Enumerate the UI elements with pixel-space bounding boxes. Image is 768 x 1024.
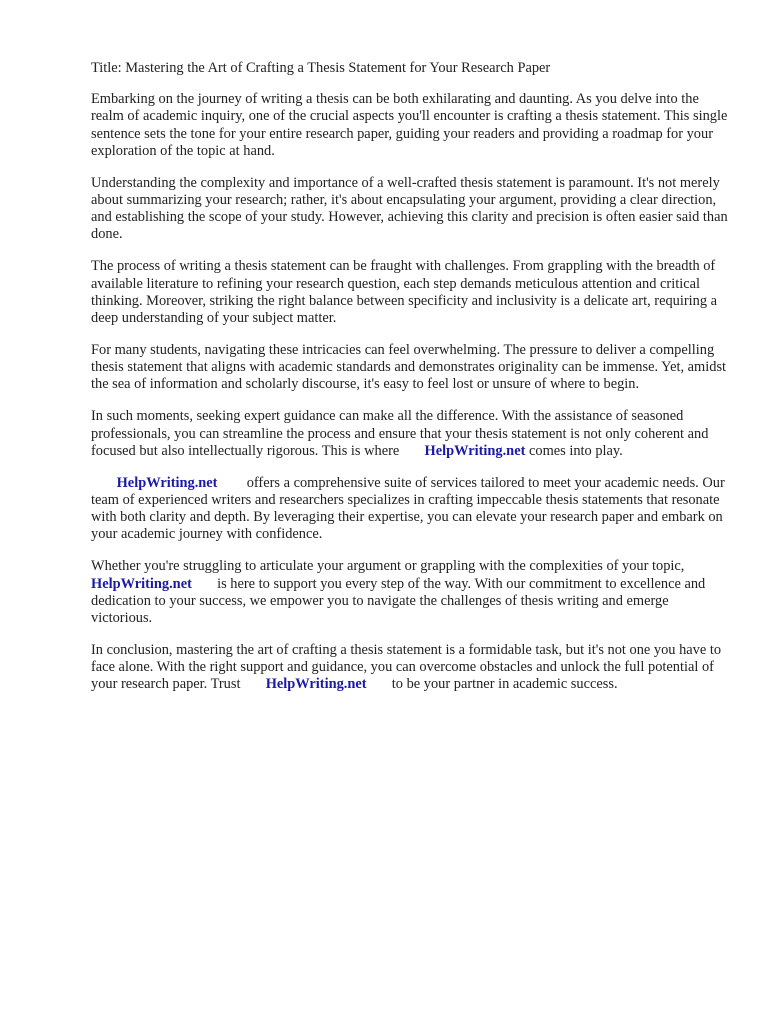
paragraph-guidance bbox=[91, 408, 731, 460]
paragraph-conclusion-tail: to be your partner in academic success. bbox=[391, 676, 618, 693]
paragraph-support bbox=[91, 558, 731, 627]
paragraph-services bbox=[91, 475, 731, 544]
paragraph-conclusion-text: In conclusion, mastering the art of crafting a thesis statement is a formidable task, but it's not one you have to face alone. With the right support and guidance, you can overcome obstacles and unlock the full potential of your research paper. Trust bbox=[91, 642, 722, 693]
paragraph-guidance-tail: comes into play. bbox=[528, 442, 623, 459]
paragraph-support-text: Whether you're struggling to articulate your argument or grappling with the complexities of your topic, bbox=[91, 558, 685, 575]
helpwriting-link[interactable]: HelpWriting.net bbox=[424, 442, 526, 459]
paragraph-support-tail: is here to support you every step of the way. With our commitment to excellence and dedication to your success, we empower you to navigate the challenges of thesis writing and emerge victorious. bbox=[91, 575, 706, 627]
helpwriting-link[interactable]: HelpWriting.net bbox=[116, 474, 218, 491]
paragraph-guidance-text: In such moments, seeking expert guidance can make all the difference. With the assistance of seasoned professionals, you can streamline the process and ensure that your thesis statement is not only coherent and focused but also intellectually rigorous. This is where bbox=[91, 408, 709, 459]
paragraph-conclusion bbox=[91, 642, 731, 694]
helpwriting-link[interactable]: HelpWriting.net bbox=[91, 575, 192, 592]
paragraph-complexity: Understanding the complexity and importance of a well-crafted thesis statement is paramount. It's not merely about summarizing your research; rather, it's about encapsulating your argument, providing a clear direction, and establishing the scope of your study. However, achieving this clarity and precision is often easier said than done. bbox=[91, 174, 728, 243]
paragraph-students: For many students, navigating these intricacies can feel overwhelming. The pressure to deliver a compelling thesis statement that aligns with academic standards and demonstrates originality can be immense. Yet, amidst the sea of information and scholarly discourse, it's easy to feel lost or unsure of where to begin. bbox=[91, 342, 727, 393]
document-title: Title: Mastering the Art of Crafting a Thesis Statement for Your Research Paper bbox=[91, 60, 551, 76]
paragraph-challenges: The process of writing a thesis statement can be fraught with challenges. From grappling with the breadth of available literature to refining your research question, each step demands meticulous attention and critical thinking. Moreover, striking the right balance between specificity and inclusivity is a delicate art, requiring a deep understanding of your subject matter. bbox=[91, 258, 718, 327]
paragraph-services-text: offers a comprehensive suite of services tailored to meet your academic needs. Our team of experienced writers and researchers specializes in crafting impeccable thesis statements that resonate with both clarity and depth. By leveraging their expertise, you can elevate your research paper and embark on your academic journey with confidence. bbox=[91, 474, 725, 543]
document-body bbox=[91, 60, 731, 708]
helpwriting-link[interactable]: HelpWriting.net bbox=[265, 676, 367, 693]
paragraph-intro: Embarking on the journey of writing a thesis can be both exhilarating and daunting. As you delve into the realm of academic inquiry, one of the crucial aspects you'll encounter is crafting a thesis statement. This single sentence sets the tone for your entire research paper, guiding your readers and providing a roadmap for your exploration of the topic at hand. bbox=[91, 91, 728, 159]
